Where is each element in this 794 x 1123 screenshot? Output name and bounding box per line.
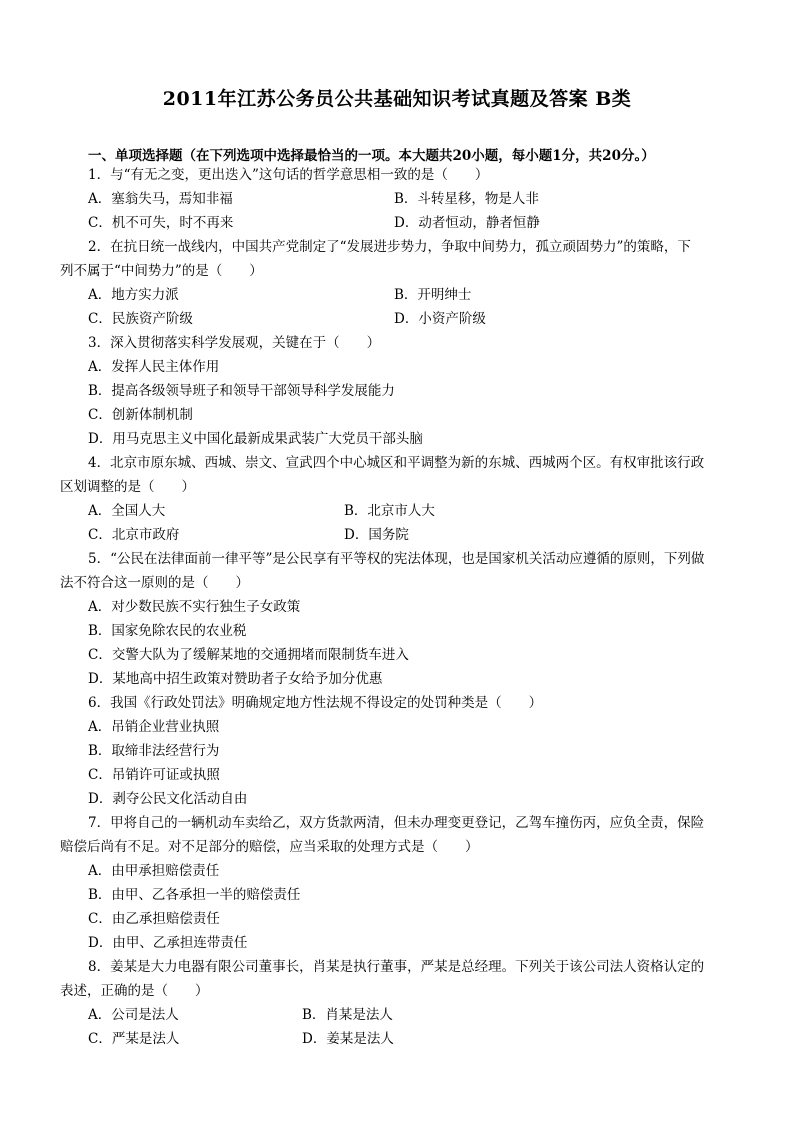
question-8-options-row-2 [88,1027,728,1051]
question-4-options-row-1 [88,499,728,523]
question-3-option-a: A．发挥人民主体作用 [88,359,220,375]
question-4-stem-continued: 区划调整的是（ ） [60,479,195,495]
question-2-stem: 2．在抗日统一战线内，中国共产党制定了“发展进步势力，争取中间势力，孤立顽固势力”的策略，下 [88,239,691,255]
question-7-option-b: B．由甲、乙各承担一半的赔偿责任 [88,887,301,903]
question-7-stem-continued: 赔偿后尚有不足。对不足部分的赔偿，应当采取的处理方式是（ ） [60,839,479,855]
question-6-option-a: A．吊销企业营业执照 [88,719,220,735]
question-8-options-row-1 [88,1003,728,1027]
question-7-option-d: D．由甲、乙承担连带责任 [88,935,248,951]
question-2-option-d: D．小资产阶级 [394,311,486,327]
question-8-stem: 8．姜某是大力电器有限公司董事长，肖某是执行董事，严某是总经理。下列关于该公司法人资格认定的 [88,959,705,975]
question-3-option-d: D．用马克思主义中国化最新成果武装广大党员干部头脑 [88,431,423,447]
question-2-stem-continued: 列不属于“中间势力”的是（ ） [60,263,263,279]
question-1-options-row-1 [88,187,728,211]
question-4-option-d: D．国务院 [344,527,409,543]
question-3-option-b: B．提高各级领导班子和领导干部领导科学发展能力 [88,383,395,399]
question-6-option-c: C．吊销许可证或执照 [88,767,220,783]
question-5-option-a: A．对少数民族不实行独生子女政策 [88,599,301,615]
question-5-option-d: D．某地高中招生政策对赞助者子女给予加分优惠 [88,671,383,687]
document-title: 2011年江苏公务员公共基础知识考试真题及答案 B类 [162,88,632,110]
question-5-option-c: C．交警大队为了缓解某地的交通拥堵而限制货车进入 [88,647,409,663]
question-5-stem-continued: 法不符合这一原则的是（ ） [60,575,249,591]
question-8-option-b: B．肖某是法人 [302,1007,393,1023]
question-8-option-a: A．公司是法人 [88,1007,179,1023]
question-2-option-a: A．地方实力派 [88,287,179,303]
question-3-stem: 3．深入贯彻落实科学发展观，关键在于（ ） [88,335,381,351]
question-4-option-b: B．北京市人大 [344,503,435,519]
question-4-option-c: C．北京市政府 [88,527,180,543]
question-6-option-d: D．剥夺公民文化活动自由 [88,791,248,807]
question-6-option-b: B．取缔非法经营行为 [88,743,220,759]
question-1-stem: 1．与“有无之变，更出迭入”这句话的哲学意思相一致的是（ ） [88,167,489,183]
question-1-option-b: B．斗转星移，物是人非 [394,191,539,207]
question-4-stem: 4．北京市原东城、西城、崇文、宣武四个中心城区和平调整为新的东城、西城两个区。有权审批该行政 [88,455,705,471]
question-4-options-row-2 [88,523,728,547]
question-list [60,163,728,1051]
question-3-option-c: C．创新体制机制 [88,407,193,423]
question-1-option-d: D．动者恒动，静者恒静 [394,215,540,231]
question-7-stem: 7．甲将自己的一辆机动车卖给乙，双方货款两清，但未办理变更登记，乙驾车撞伤丙，应负全责，保险 [88,815,705,831]
question-2-options-row-2 [88,307,728,331]
question-7-option-a: A．由甲承担赔偿责任 [88,863,220,879]
question-5-stem: 5．“公民在法律面前一律平等”是公民享有平等权的宪法体现，也是国家机关活动应遵循的原则，下列做 [88,551,705,567]
section-heading: 一、单项选择题（在下列选项中选择最恰当的一项。本大题共20小题，每小题1分，共20分。） [88,148,655,164]
question-5-option-b: B．国家免除农民的农业税 [88,623,247,639]
question-8-stem-continued: 表述，正确的是（ ） [60,983,209,999]
question-2-options-row-1 [88,283,728,307]
question-4-option-a: A．全国人大 [88,503,166,519]
question-1-option-a: A．塞翁失马，焉知非福 [88,191,233,207]
question-1-option-c: C．机不可失，时不再来 [88,215,234,231]
question-6-stem: 6．我国《行政处罚法》明确规定地方性法规不得设定的处罚种类是（ ） [88,695,543,711]
question-2-option-c: C．民族资产阶级 [88,311,193,327]
question-7-option-c: C．由乙承担赔偿责任 [88,911,220,927]
question-8-option-d: D．姜某是法人 [302,1031,394,1047]
question-8-option-c: C．严某是法人 [88,1031,180,1047]
question-1-options-row-2 [88,211,728,235]
question-2-option-b: B．开明绅士 [394,287,472,303]
